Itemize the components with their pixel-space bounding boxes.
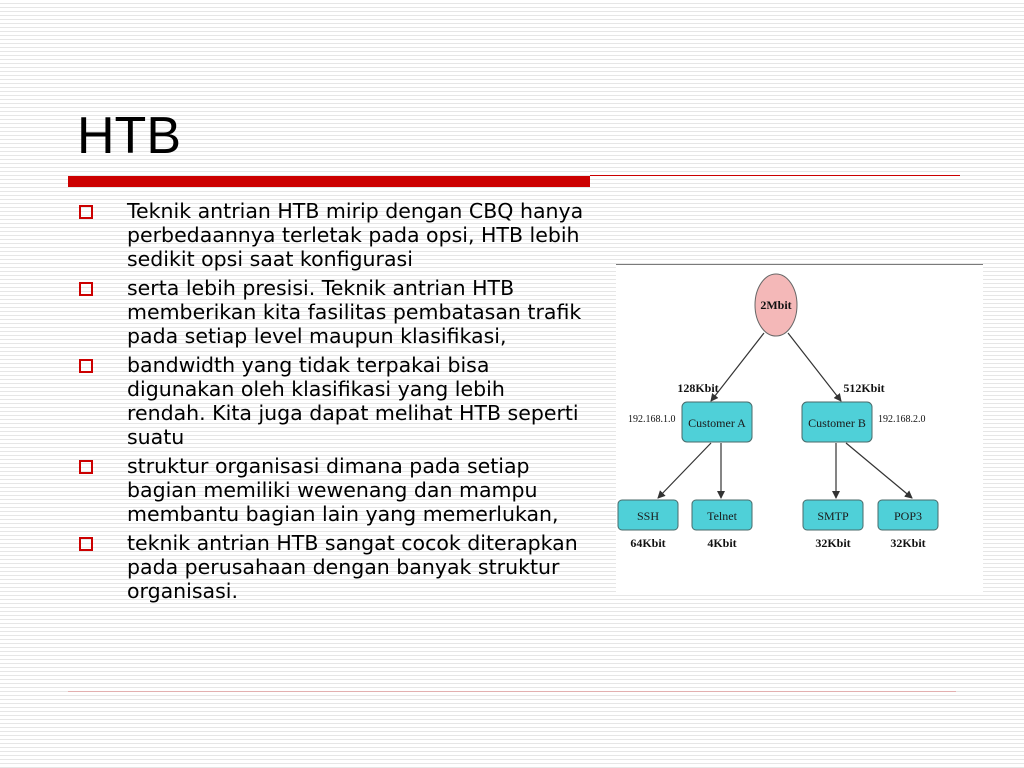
leaf-rate-telnet: 4Kbit (707, 536, 737, 550)
square-bullet-icon (79, 205, 93, 219)
footer-rule (68, 691, 956, 692)
slide-title: HTB (77, 107, 181, 165)
edge-root-to-customer-a (711, 333, 764, 401)
customer-b-ip: 192.168.2.0 (878, 414, 926, 425)
square-bullet-icon (79, 282, 93, 296)
customer-a-ip: 192.168.1.0 (628, 414, 676, 425)
bullet-text: struktur organisasi dimana pada setiap bagian memiliki wewenang dan mampu membantu bagian lain yang memerlukan, (127, 454, 559, 526)
leaf-rate-ssh: 64Kbit (630, 536, 666, 550)
title-underline-thin (590, 175, 960, 176)
customer-a-rate: 128Kbit (677, 381, 719, 395)
bullet-text: teknik antrian HTB sangat cocok diterapkan pada perusahaan dengan banyak struktur organisasi. (127, 531, 578, 603)
square-bullet-icon (79, 460, 93, 474)
bullet-item (76, 454, 586, 526)
bullet-item (76, 199, 586, 271)
square-bullet-icon (79, 359, 93, 373)
bullet-text: Teknik antrian HTB mirip dengan CBQ hanya perbedaannya terletak pada opsi, HTB lebih sedikit opsi saat konfigurasi (127, 199, 584, 271)
leaf-label-telnet: Telnet (707, 509, 737, 523)
bullet-item (76, 353, 586, 449)
leaf-label-pop3: POP3 (893, 509, 923, 523)
bullet-item (76, 531, 586, 603)
root-node-label: 2Mbit (760, 298, 792, 312)
customer-b-rate: 512Kbit (843, 381, 885, 395)
bullet-text: bandwidth yang tidak terpakai bisa digunakan oleh klasifikasi yang lebih rendah. Kita juga dapat melihat HTB seperti suatu (127, 353, 579, 449)
leaf-rate-pop3: 32Kbit (890, 536, 926, 550)
leaf-rate-smtp: 32Kbit (815, 536, 851, 550)
edge-b-to-pop3 (846, 443, 912, 498)
htb-tree-svg (616, 265, 983, 593)
bullet-text: serta lebih presisi. Teknik antrian HTB memberikan kita fasilitas pembatasan trafik pada setiap level maupun klasifikasi, (127, 276, 582, 348)
square-bullet-icon (79, 537, 93, 551)
title-underline-thick (68, 176, 590, 187)
edge-root-to-customer-b (788, 333, 841, 401)
htb-diagram (616, 264, 983, 593)
edge-a-to-ssh (658, 443, 711, 498)
customer-a-label: Customer A (688, 416, 746, 430)
bullet-list (76, 199, 586, 608)
leaf-label-smtp: SMTP (817, 509, 849, 523)
customer-b-label: Customer B (808, 416, 866, 430)
leaf-label-ssh: SSH (636, 509, 660, 523)
bullet-item (76, 276, 586, 348)
